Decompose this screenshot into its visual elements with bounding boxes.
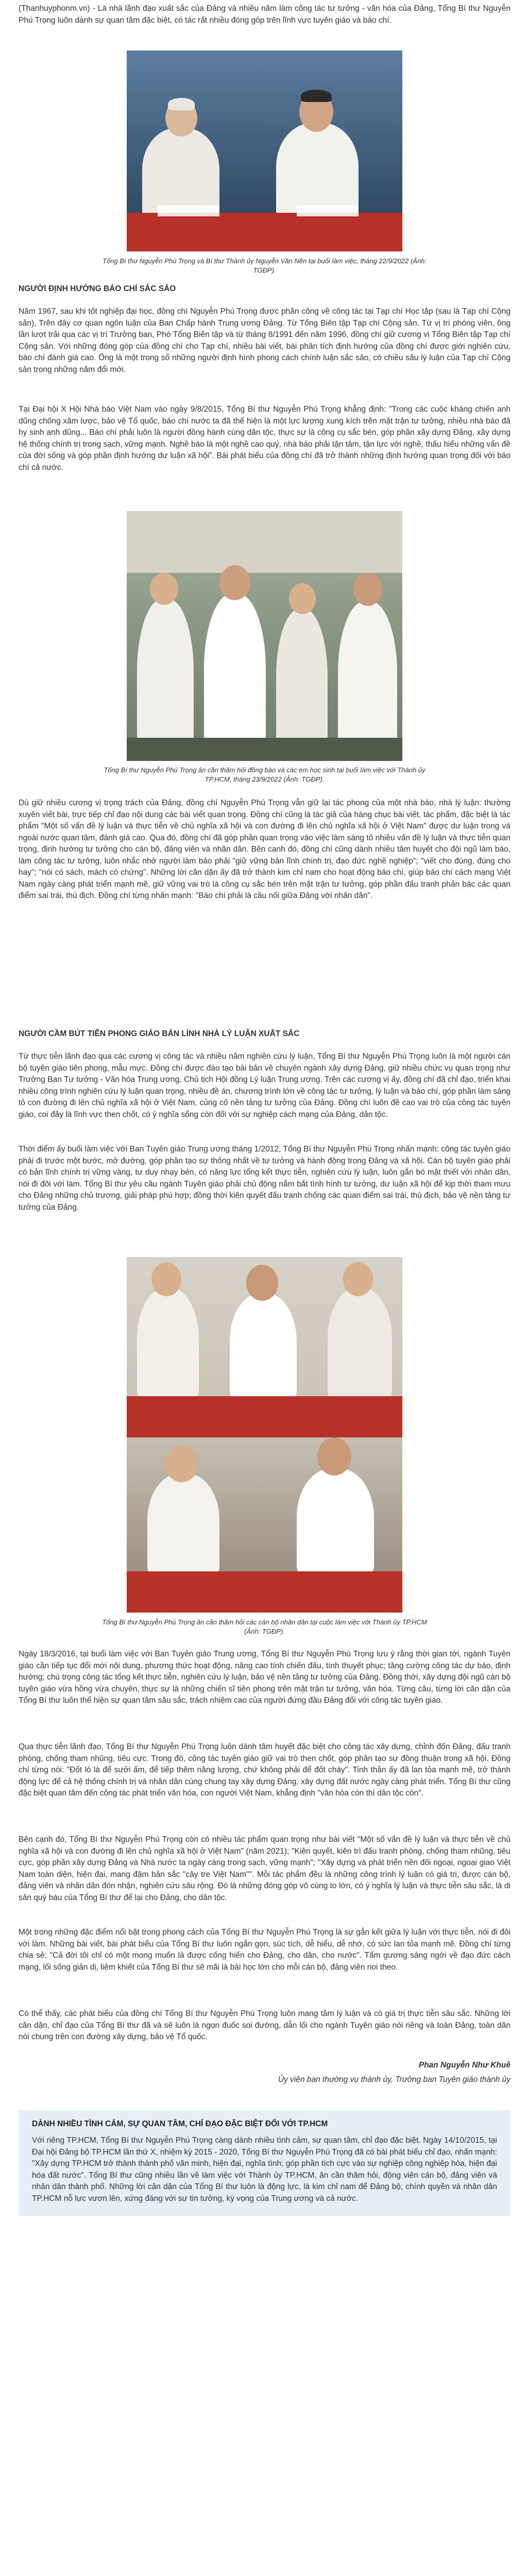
section2-paragraph-2: Thời điểm ấy buổi làm việc với Ban Tuyên giáo Trung ương tháng 1/2012, Tổng Bí thư Nguyễn Phú Trọng nhấn mạnh: công tác tuyên giáo phải đi trước một bước, mở đường, góp phần tạo sự thống nhất về tư tưởng và hành động trong Đảng và xã hội. Cán bộ tuyên giáo phải có bản lĩnh chính trị vững vàng, tư duy nhạy bén, có năng lực tổng kết thực tiễn, nghiên cứu lý luận, luôn gắn bó mật thiết với nhân dân, nói đi đôi với làm. Tổng Bí thư yêu cầu ngành Tuyên giáo phải chủ động nắm bắt tình hình tư tưởng, dư luận xã hội để kịp thời tham mưu cho Đảng những chủ trương, giải pháp phù hợp; đồng thời kiên quyết đấu tranh chống các quan điểm sai trái, thù địch, bảo vệ nền tảng tư tưởng của Đảng. — [19, 1145, 510, 1212]
photo1-caption: Tổng Bí thư Nguyễn Phú Trọng và Bí thư Thành ủy Nguyễn Văn Nên tại buổi làm việc, tháng 22/9/2022 (Ảnh: TGĐP). — [102, 257, 427, 274]
photo2-caption: Tổng Bí thư Nguyễn Phú Trọng ân cần thăm hỏi đồng bào và các em học sinh tại buổi làm việc với Thành ủy TP.HCM, tháng 23/9/2022 (Ảnh: TGĐP). — [104, 766, 425, 783]
section2-paragraph-3: Ngày 18/3/2016, tại buổi làm việc với Ban Tuyên giáo Trung ương, Tổng Bí thư Nguyễn Phú Trọng lưu ý rằng thời gian tới, ngành Tuyên giáo cần tiếp tục đổi mới nội dung, phương thức hoạt động, nâng cao tính chiến đấu, tính thuyết phục; tăng cường công tác dự báo, định hướng; chú trọng công tác tổng kết thực tiễn, nghiên cứu lý luận, bảo vệ nền tảng tư tưởng của Đảng. Đồng thời, xây dựng đội ngũ cán bộ tuyên giáo vừa hồng vừa chuyên, thực sự là những chiến sĩ tiên phong trên mặt trận tư tưởng, văn hóa. Từng câu, từng lời căn dặn của Tổng Bí thư luôn thể hiện sự quan tâm sâu sắc, trách nhiệm cao của người đứng đầu Đảng đối với công tác tuyên giáo. — [19, 1650, 510, 1705]
section2-paragraph-1: Từ thực tiễn lãnh đạo qua các cương vị công tác và nhiều năm nghiên cứu lý luận, Tổng Bí thư Nguyễn Phú Trọng luôn là một người cán bộ tuyên giáo tiên phong, mẫu mực. Đồng chí được đào tạo bài bản về chuyên ngành xây dựng Đảng, giữ nhiều chức vụ quan trọng như Trưởng Ban Tư tưởng - Văn hóa Trung ương, Chủ tịch Hội đồng Lý luận Trung ương. Trên các cương vị ấy, đồng chí đã chỉ đạo, triển khai nhiều công trình nghiên cứu lý luận quan trọng, nhiều đề án, chương trình lớn về công tác tư tưởng, lý luận và báo chí, góp phần làm sáng tỏ con đường đi lên chủ nghĩa xã hội ở Việt Nam, củng cố nền tảng tư tưởng của Đảng. Đồng chí luôn đề cao vai trò của công tác tuyên giáo, coi đây là lĩnh vực then chốt, có ý nghĩa sống còn đối với sự nghiệp cách mạng của Đảng, dân tộc. — [19, 1052, 510, 1119]
photo-working-session — [127, 1257, 402, 1613]
author-title-text: Ủy viên ban thường vụ thành ủy, Trưởng ban Tuyên giáo thành ủy — [278, 2075, 510, 2084]
section2-paragraph-5: Bên cạnh đó, Tổng Bí thư Nguyễn Phú Trọng còn có nhiều tác phẩm quan trọng như bài viết "Một số vấn đề lý luận và thực tiễn về chủ nghĩa xã hội và con đường đi lên chủ nghĩa xã hội ở Việt Nam" (năm 2021); "Kiên quyết, kiên trì đấu tranh phòng, chống tham nhũng, tiêu cực, góp phần xây dựng Đảng và Nhà nước ta ngày càng trong sạch, vững mạnh"; "Xây dựng và phát triển nền đối ngoại, ngoại giao Việt Nam toàn diện, hiện đại, mang đậm bản sắc "cây tre Việt Nam"". Mỗi tác phẩm đều là những công trình lý luận có giá trị, được cán bộ, đảng viên và nhân dân đón nhận, nghiên cứu sâu rộng. Đó là những đóng góp vô cùng to lớn, có ý nghĩa lý luận và thực tiễn sâu sắc, là di sản quý báu của Tổng Bí thư để lại cho Đảng, cho dân tộc. — [19, 1835, 510, 1902]
author-name-text: Phan Nguyễn Như Khuê — [418, 2061, 510, 2070]
author-title — [19, 2075, 510, 2084]
highlight-box-title: DÀNH NHIỀU TÌNH CẢM, SỰ QUAN TÂM, CHỈ ĐẠO ĐẶC BIỆT ĐỐI VỚI TP.HCM — [32, 2120, 328, 2128]
author-name — [19, 2061, 510, 2070]
section2-heading: NGƯỜI CẦM BÚT TIÊN PHONG GIÁO BÁN LÍNH NHÀ LÝ LUẬN XUẤT SẮC — [19, 1029, 300, 1038]
intro-paragraph: (Thanhuyphonm.vn) - Là nhà lãnh đạo xuất sắc của Đảng và nhiều năm làm công tác tư tưởng - văn hóa của Đảng, Tổng Bí thư Nguyễn Phú Trọng luôn dành sự quan tâm đặc biệt, có tác rất nhiều đóng góp trên lĩnh vực tuyên giáo và báo chí. — [19, 4, 510, 25]
section2-paragraph-6: Một trong những đặc điểm nổi bật trong phong cách của Tổng Bí thư Nguyễn Phú Trọng là sự gắn kết giữa lý luận với thực tiễn, nói đi đôi với làm. Những bài viết, bài phát biểu của Tổng Bí thư luôn ngắn gọn, súc tích, dễ hiểu, dễ nhớ, có sức lan tỏa mạnh mẽ. Đồng chí từng chia sẻ: "Cả đời tôi chỉ có một mong muốn là được cống hiến cho Đảng, cho dân, cho nước". Tấm gương sáng ngời về đạo đức cách mạng, lối sống giản dị, liêm khiết của Tổng Bí thư sẽ mãi là bài học lớn cho mỗi cán bộ, đảng viên noi theo. — [19, 1928, 510, 1972]
section1-paragraph-2: Tại Đại hội X Hội Nhà báo Việt Nam vào ngày 9/8/2015, Tổng Bí thư Nguyễn Phú Trọng khẳng định: "Trong các cuộc kháng chiến anh dũng chống xâm lược, bảo vệ Tổ quốc, báo chí nước ta đã thể hiện là một lực lượng xung kích trên mặt trận tư tưởng, nhiều nhà báo đã hy sinh anh dũng... Báo chí phải luôn là người đồng hành cùng dân tộc, thực sự là công cụ sắc bén, góp phần xây dựng Đảng, xây dựng hệ thống chính trị trong sạch, vững mạnh. Nghề báo là một nghề cao quý, nhà báo phải tận tâm, tận lực với nghề, thấu hiểu những vấn đề của đời sống và góp phần định hướng dư luận xã hội". Bài phát biểu của đồng chí đã trở thành những định hướng quan trọng đối với báo chí cả nước. — [19, 405, 510, 472]
section1-paragraph-1: Năm 1967, sau khi tốt nghiệp đại học, đồng chí Nguyễn Phú Trọng được phân công về công tác tại Tạp chí Học tập (sau là Tạp chí Cộng sản), Trên đây cơ quan ngôn luận của Ban Chấp hành Trung ương Đảng. Từ Tổng Biên tập Tạp chí Cộng sản. Từ vị trí phóng viên, ông lần lượt trải qua các vị trí Trưởng ban, Phó Tổng Biên tập và từ tháng 8/1991 đến năm 1996, đồng chí giữ cương vị Tổng Biên tập Tạp chí Cộng sản. Với những đóng góp của đồng chí cho Tạp chí, nhiều bài viết, bài phân tích định hướng của đồng chí được giới nghiên cứu, báo chí đánh giá cao. Ông là một trong số những người định hình phong cách chính luận sắc sảo, có chiều sâu lý luận của Tạp chí Cộng sản trong những năm đổi mới. — [19, 307, 510, 374]
section1-heading: NGƯỜI ĐỊNH HƯỚNG BÁO CHÍ SẮC SẢO — [19, 284, 176, 293]
section2-paragraph-4: Qua thực tiễn lãnh đạo, Tổng Bí thư Nguyễn Phú Trọng luôn dành tâm huyết đặc biệt cho công tác xây dựng, chỉnh đốn Đảng, đấu tranh phòng, chống tham nhũng, tiêu cực. Trong đó, công tác tuyên giáo giữ vai trò then chốt, góp phần tạo sự đồng thuận trong xã hội. Đồng chí từng nói: "Đốt lò là để sưởi ấm, để tiếp thêm năng lượng, chứ không phải để đốt cháy". Tinh thần ấy đã lan tỏa mạnh mẽ, trở thành động lực để cả hệ thống chính trị và nhân dân cùng chung tay xây dựng Đảng, xây dựng đất nước ngày càng phát triển. Tổng Bí thư cũng đặc biệt quan tâm đến công tác phát triển văn hóa, con người Việt Nam, khẳng định "văn hóa còn thì dân tộc còn". — [19, 1742, 510, 1798]
highlight-box-text: Với riêng TP.HCM, Tổng Bí thư Nguyễn Phú Trọng càng dành nhiều tình cảm, sự quan tâm, chỉ đạo đặc biệt. Ngày 14/10/2015, tại Đại hội Đảng bộ TP.HCM lần thứ X, nhiệm kỳ 2015 - 2020, Tổng Bí thư Nguyễn Phú Trọng đã có bài phát biểu chỉ đạo, nhấn mạnh: "Xây dựng TP.HCM trở thành thành phố văn minh, hiện đại, nghĩa tình; góp phần tích cực vào sự nghiệp công nghiệp hóa, hiện đại hóa đất nước". Tổng Bí thư cũng nhiều lần về làm việc với Thành ủy TP.HCM, ân cần thăm hỏi, động viên cán bộ, đảng viên và nhân dân thành phố. Những lời căn dặn của Tổng Bí thư luôn là động lực, là kim chỉ nam để Đảng bộ, chính quyền và nhân dân TP.HCM nỗ lực vươn lên, xứng đáng với sự tin tưởng, kỳ vọng của Trung ương và cả nước. — [32, 2136, 497, 2203]
photo-visit — [127, 511, 402, 761]
photo-meeting-1 — [127, 50, 402, 251]
highlight-box — [19, 2110, 510, 2216]
article — [19, 0, 510, 2576]
photo3-caption: Tổng Bí thư Nguyễn Phú Trọng ân cần thăm hỏi các cán bộ nhân dân tại cuộc làm việc với Thành ủy TP.HCM (Ảnh: TGĐP). — [102, 1618, 427, 1635]
section1-paragraph-3: Dù giữ nhiều cương vị trọng trách của Đảng, đồng chí Nguyễn Phú Trọng vẫn giữ lại tác phong của một nhà báo, nhà lý luận: thường xuyên viết bài, trực tiếp chỉ đạo nội dung các bài viết quan trọng. Đồng chí cũng là tác giả của hàng chục bài viết, tác phẩm, đặc biệt là tác phẩm "Một số vấn đề lý luận và thực tiễn về chủ nghĩa xã hội và con đường đi lên chủ nghĩa xã hội ở Việt Nam" được dư luận trong và ngoài nước quan tâm, đánh giá cao. Qua đó, đồng chí đã góp phần quan trọng vào việc làm sáng tỏ nhiều vấn đề lý luận và thực tiễn quan trọng, định hướng tư tưởng cho cán bộ, đảng viên và nhân dân. Bên cạnh đó, đồng chí cũng dành nhiều tâm huyết cho đội ngũ làm báo, làm công tác tư tưởng, luôn nhắc nhở người làm báo phải "giữ vững bản lĩnh chính trị, đạo đức nghề nghiệp"; "viết cho đúng, đúng cho hay"; "nói có sách, mách có chứng". Những lời căn dặn ấy đã trở thành kim chỉ nam cho hoạt động báo chí, giúp báo chí cách mạng Việt Nam ngày càng phát triển mạnh mẽ, giữ vững vai trò là công cụ sắc bén trên mặt trận tư tưởng, góp phần đấu tranh phản bác các quan điểm sai trái, thù địch. Đồng chí từng nhấn mạnh: "Báo chí phải là cầu nối giữa Đảng với nhân dân". — [19, 799, 510, 900]
section2-paragraph-7: Có thể thấy, các phát biểu của đồng chí Tổng Bí thư Nguyễn Phú Trọng luôn mang tầm lý luận và có giá trị thực tiễn sâu sắc. Những lời căn dặn, chỉ đạo của Tổng Bí thư đã và sẽ luôn là ngọn đuốc soi đường, dẫn lối cho ngành Tuyên giáo nói riêng và toàn Đảng, toàn dân nói chung trên con đường xây dựng, bảo vệ Tổ quốc. — [19, 2009, 510, 2041]
